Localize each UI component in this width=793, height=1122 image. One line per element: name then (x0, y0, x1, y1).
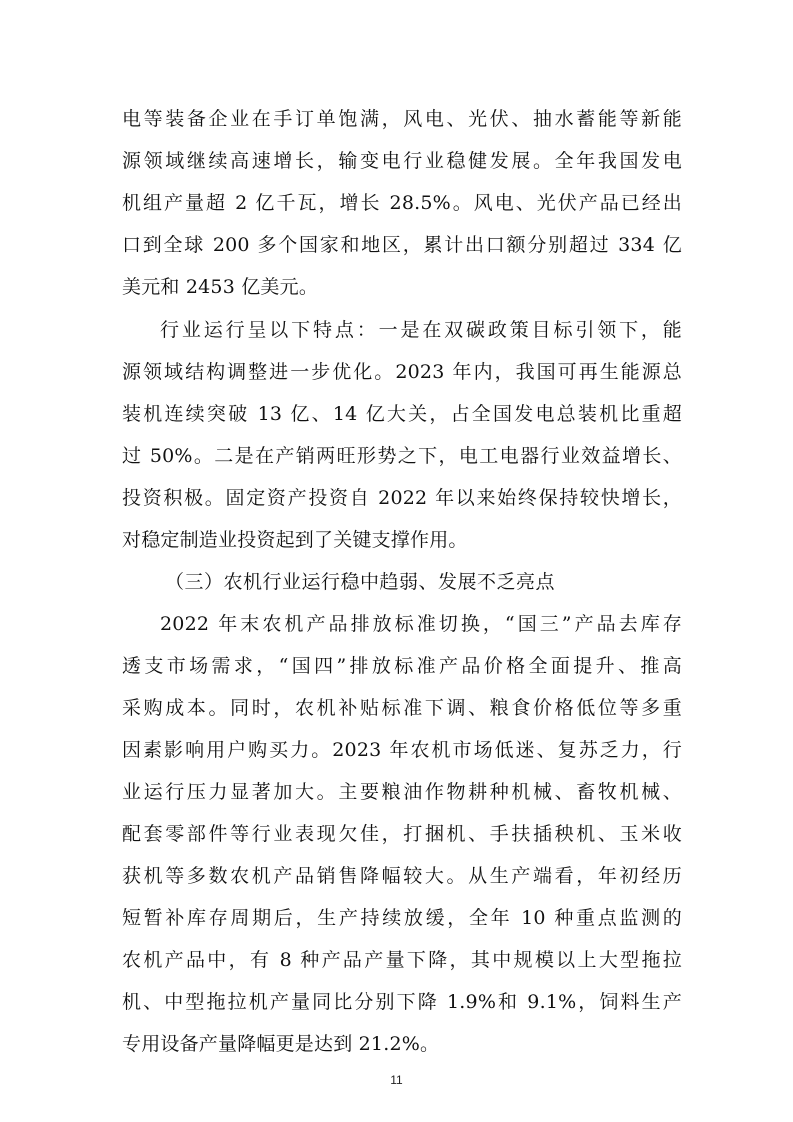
paragraph-line: 电等装备企业在手订单饱满，风电、光伏、抽水蓄能等新能 (122, 108, 682, 130)
paragraph-line: 业运行压力显著加大。主要粮油作物耕种机械、畜牧机械、 (122, 781, 682, 803)
paragraph-line: 机组产量超 2 亿千瓦，增长 28.5%。风电、光伏产品已经出 (122, 192, 682, 214)
paragraph-line: 源领域继续高速增长，输变电行业稳健发展。全年我国发电 (122, 150, 682, 172)
paragraph-line: 因素影响用户购买力。2023 年农机市场低迷、复苏乏力，行 (122, 739, 682, 761)
paragraph-line: 投资积极。固定资产投资自 2022 年以来始终保持较快增长， (122, 487, 682, 509)
paragraph-line: 透支市场需求，“国四”排放标准产品价格全面提升、推高 (122, 655, 682, 677)
paragraph-line: 美元和 2453 亿美元。 (122, 276, 319, 298)
paragraph-line: 农机产品中，有 8 种产品产量下降，其中规模以上大型拖拉 (122, 949, 682, 971)
paragraph-line: 装机连续突破 13 亿、14 亿大关，占全国发电总装机比重超 (122, 403, 682, 425)
paragraph-line: 短暂补库存周期后，生产持续放缓，全年 10 种重点监测的 (122, 907, 682, 929)
paragraph-line: 配套零部件等行业表现欠佳，打捆机、手扶插秧机、玉米收 (122, 823, 682, 845)
paragraph-line: 获机等多数农机产品销售降幅较大。从生产端看，年初经历 (122, 865, 682, 887)
paragraph-line: 行业运行呈以下特点：一是在双碳政策目标引领下，能 (160, 319, 682, 341)
paragraph-line: 源领域结构调整进一步优化。2023 年内，我国可再生能源总 (122, 361, 682, 383)
section-heading: （三）农机行业运行稳中趋弱、发展不乏亮点 (165, 571, 556, 593)
paragraph-line: 2022 年末农机产品排放标准切换，“国三”产品去库存 (160, 613, 682, 635)
paragraph-line: 机、中型拖拉机产量同比分别下降 1.9%和 9.1%，饲料生产 (122, 991, 682, 1013)
page-number: 11 (390, 1073, 403, 1087)
paragraph-line: 口到全球 200 多个国家和地区，累计出口额分别超过 334 亿 (122, 234, 682, 256)
paragraph-line: 对稳定制造业投资起到了关键支撑作用。 (122, 529, 468, 551)
paragraph-line: 过 50%。二是在产销两旺形势之下，电工电器行业效益增长、 (122, 445, 682, 467)
paragraph-line: 采购成本。同时，农机补贴标准下调、粮食价格低位等多重 (122, 697, 682, 719)
paragraph-line: 专用设备产量降幅更是达到 21.2%。 (122, 1033, 440, 1055)
